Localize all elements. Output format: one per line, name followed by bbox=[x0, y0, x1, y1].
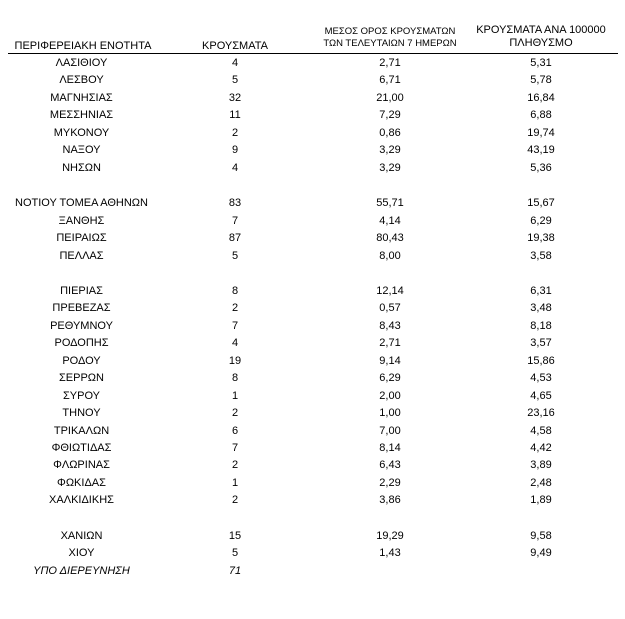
cases-cell: 8 bbox=[231, 372, 239, 385]
cases-cell: 5 bbox=[231, 249, 239, 262]
region-cell: ΠΕΛΛΑΣ bbox=[59, 249, 104, 262]
seven-day-average-cell: 0,86 bbox=[379, 126, 401, 139]
seven-day-average-cell: 8,14 bbox=[379, 442, 401, 454]
seven-day-average-cell: 0,57 bbox=[379, 302, 401, 315]
per-100000-cell: 4,58 bbox=[530, 424, 552, 437]
table-row bbox=[0, 335, 625, 352]
region-cell: ΝΟΤΙΟΥ ΤΟΜΕΑ ΑΘΗΝΩΝ bbox=[15, 197, 148, 210]
seven-day-average-cell: 3,29 bbox=[379, 144, 401, 157]
header-per-line2: ΠΛΗΘΥΣΜΟ bbox=[509, 37, 573, 49]
cases-cell: 15 bbox=[228, 529, 242, 542]
cases-cell: 2 bbox=[231, 494, 239, 507]
region-cell: ΡΕΘΥΜΝΟΥ bbox=[50, 319, 113, 332]
seven-day-average-cell: 9,14 bbox=[379, 354, 401, 367]
region-cell: ΦΩΚΙΔΑΣ bbox=[57, 476, 106, 489]
cases-cell: 2 bbox=[231, 407, 239, 420]
seven-day-average-cell: 8,43 bbox=[379, 319, 401, 332]
cases-cell: 19 bbox=[228, 354, 242, 367]
region-cell: ΧΙΟΥ bbox=[68, 547, 95, 560]
table-row bbox=[0, 125, 625, 142]
region-cell: ΤΡΙΚΑΛΩΝ bbox=[53, 424, 110, 437]
cases-cell: 2 bbox=[231, 459, 239, 472]
header-avg-line2: ΤΩΝ ΤΕΛΕΥΤΑΙΩΝ 7 ΗΜΕΡΩΝ bbox=[323, 38, 457, 49]
per-100000-cell: 5,36 bbox=[530, 161, 552, 174]
cases-cell: 87 bbox=[228, 232, 242, 245]
under-investigation-row bbox=[0, 563, 625, 580]
per-100000-cell: 8,18 bbox=[530, 319, 552, 332]
per-100000-cell: 3,89 bbox=[530, 459, 552, 472]
table-row bbox=[0, 423, 625, 440]
table-row bbox=[0, 370, 625, 387]
cases-cell: 8 bbox=[231, 284, 239, 297]
cases-cell: 32 bbox=[228, 91, 242, 104]
table-row bbox=[0, 300, 625, 317]
table-row bbox=[0, 213, 625, 230]
per-100000-cell: 4,65 bbox=[530, 389, 552, 402]
table-row bbox=[0, 440, 625, 457]
seven-day-average-cell: 7,00 bbox=[379, 424, 401, 437]
per-100000-cell: 6,29 bbox=[530, 214, 552, 227]
cases-cell: 7 bbox=[231, 214, 239, 227]
cases-cell: 9 bbox=[231, 144, 239, 157]
table-row bbox=[0, 55, 625, 72]
per-100000-cell: 3,48 bbox=[530, 302, 552, 315]
seven-day-average-cell: 6,43 bbox=[379, 459, 401, 472]
cases-cell: 11 bbox=[229, 109, 241, 122]
cases-cell: 83 bbox=[228, 197, 242, 210]
seven-day-average-cell: 2,00 bbox=[379, 389, 401, 402]
per-100000-cell: 15,86 bbox=[527, 354, 555, 367]
seven-day-average-cell: 2,71 bbox=[379, 337, 401, 350]
seven-day-average-cell: 3,86 bbox=[379, 494, 401, 507]
header-region: ΠΕΡΙΦΕΡΕΙΑΚΗ ΕΝΟΤΗΤΑ bbox=[14, 40, 152, 52]
per-100000-cell: 1,89 bbox=[530, 494, 552, 507]
table-row bbox=[0, 160, 625, 177]
cases-cell: 2 bbox=[231, 126, 239, 139]
per-100000-cell: 5,31 bbox=[530, 57, 552, 69]
per-100000-cell: 6,31 bbox=[530, 284, 552, 297]
region-cell: ΦΛΩΡΙΝΑΣ bbox=[53, 459, 110, 472]
cases-cell: 6 bbox=[231, 424, 239, 437]
table-row bbox=[0, 107, 625, 124]
under-investigation-label: ΥΠΟ ΔΙΕΡΕΥΝΗΣΗ bbox=[33, 564, 130, 577]
per-100000-cell: 16,84 bbox=[527, 91, 555, 104]
region-cell: ΜΕΣΣΗΝΙΑΣ bbox=[49, 109, 114, 122]
per-100000-cell: 3,57 bbox=[530, 337, 552, 350]
table-row bbox=[0, 492, 625, 509]
cases-cell: 4 bbox=[231, 57, 239, 69]
region-cell: ΛΑΣΙΘΙΟΥ bbox=[55, 57, 108, 69]
per-100000-cell: 43,19 bbox=[527, 144, 555, 157]
region-cell: ΠΡΕΒΕΖΑΣ bbox=[52, 302, 111, 315]
seven-day-average-cell: 2,29 bbox=[379, 476, 401, 489]
per-100000-cell: 9,58 bbox=[530, 529, 552, 542]
region-cell: ΝΗΣΩΝ bbox=[62, 161, 101, 174]
cases-cell: 7 bbox=[231, 442, 239, 454]
table-row bbox=[0, 388, 625, 405]
seven-day-average-cell: 12,14 bbox=[376, 284, 404, 297]
region-cell: ΣΕΡΡΩΝ bbox=[59, 372, 104, 385]
seven-day-average-cell: 6,71 bbox=[379, 74, 401, 87]
per-100000-cell: 19,38 bbox=[527, 232, 555, 245]
cases-cell: 7 bbox=[231, 319, 239, 332]
table-row bbox=[0, 457, 625, 474]
per-100000-cell: 6,88 bbox=[530, 109, 552, 122]
seven-day-average-cell: 4,14 bbox=[379, 214, 401, 227]
region-cell: ΤΗΝΟΥ bbox=[62, 407, 101, 420]
cases-cell: 1 bbox=[231, 389, 239, 402]
table-row bbox=[0, 248, 625, 265]
per-100000-cell: 5,78 bbox=[530, 74, 552, 87]
seven-day-average-cell: 3,29 bbox=[379, 161, 401, 174]
region-cell: ΦΘΙΩΤΙΔΑΣ bbox=[51, 442, 112, 454]
cases-cell: 5 bbox=[231, 74, 239, 87]
seven-day-average-cell: 8,00 bbox=[379, 249, 401, 262]
header-avg-line1: ΜΕΣΟΣ ΟΡΟΣ ΚΡΟΥΣΜΑΤΩΝ bbox=[324, 26, 456, 37]
table-row bbox=[0, 195, 625, 212]
table-row bbox=[0, 528, 625, 545]
table-row bbox=[0, 283, 625, 300]
table-row bbox=[0, 230, 625, 247]
table-row bbox=[0, 142, 625, 159]
per-100000-cell: 4,42 bbox=[530, 442, 552, 454]
under-investigation-cases: 71 bbox=[228, 564, 242, 577]
cases-cell: 2 bbox=[231, 302, 239, 315]
table-row bbox=[0, 405, 625, 422]
seven-day-average-cell: 80,43 bbox=[376, 232, 404, 245]
per-100000-cell: 15,67 bbox=[527, 197, 555, 210]
region-cell: ΡΟΔΟΥ bbox=[62, 354, 101, 367]
header-cases: ΚΡΟΥΣΜΑΤΑ bbox=[202, 40, 268, 52]
region-cell: ΧΑΛΚΙΔΙΚΗΣ bbox=[49, 494, 114, 507]
per-100000-cell: 23,16 bbox=[527, 407, 555, 420]
cases-cell: 4 bbox=[231, 337, 239, 350]
region-cell: ΠΙΕΡΙΑΣ bbox=[60, 284, 103, 297]
cases-cell: 4 bbox=[231, 161, 239, 174]
seven-day-average-cell: 1,43 bbox=[379, 547, 401, 560]
per-100000-cell: 3,58 bbox=[530, 249, 552, 262]
table-row bbox=[0, 318, 625, 335]
table-row bbox=[0, 475, 625, 492]
region-cell: ΣΥΡΟΥ bbox=[62, 389, 100, 402]
cases-cell: 1 bbox=[231, 476, 239, 489]
table-row bbox=[0, 72, 625, 89]
region-cell: ΜΑΓΝΗΣΙΑΣ bbox=[50, 91, 113, 104]
per-100000-cell: 19,74 bbox=[527, 126, 555, 139]
per-100000-cell: 2,48 bbox=[530, 476, 552, 489]
cases-cell: 5 bbox=[231, 547, 239, 560]
seven-day-average-cell: 55,71 bbox=[376, 197, 404, 210]
seven-day-average-cell: 7,29 bbox=[379, 109, 401, 122]
region-cell: ΞΑΝΘΗΣ bbox=[58, 214, 105, 227]
per-100000-cell: 9,49 bbox=[530, 547, 552, 560]
region-cell: ΝΑΞΟΥ bbox=[62, 144, 101, 157]
seven-day-average-cell: 19,29 bbox=[376, 529, 404, 542]
seven-day-average-cell: 2,71 bbox=[379, 57, 401, 69]
table-row bbox=[0, 353, 625, 370]
seven-day-average-cell: 6,29 bbox=[379, 372, 401, 385]
region-cell: ΡΟΔΟΠΗΣ bbox=[54, 337, 109, 350]
region-cell: ΠΕΙΡΑΙΩΣ bbox=[56, 232, 107, 245]
seven-day-average-cell: 1,00 bbox=[379, 407, 401, 420]
region-cell: ΜΥΚΟΝΟΥ bbox=[53, 126, 110, 139]
table-row bbox=[0, 545, 625, 562]
header-per-line1: ΚΡΟΥΣΜΑΤΑ ΑΝΑ 100000 bbox=[476, 24, 606, 36]
region-cell: ΧΑΝΙΩΝ bbox=[60, 529, 103, 542]
region-cell: ΛΕΣΒΟΥ bbox=[59, 74, 104, 87]
per-100000-cell: 4,53 bbox=[530, 372, 552, 385]
table-row bbox=[0, 90, 625, 107]
seven-day-average-cell: 21,00 bbox=[376, 91, 404, 104]
